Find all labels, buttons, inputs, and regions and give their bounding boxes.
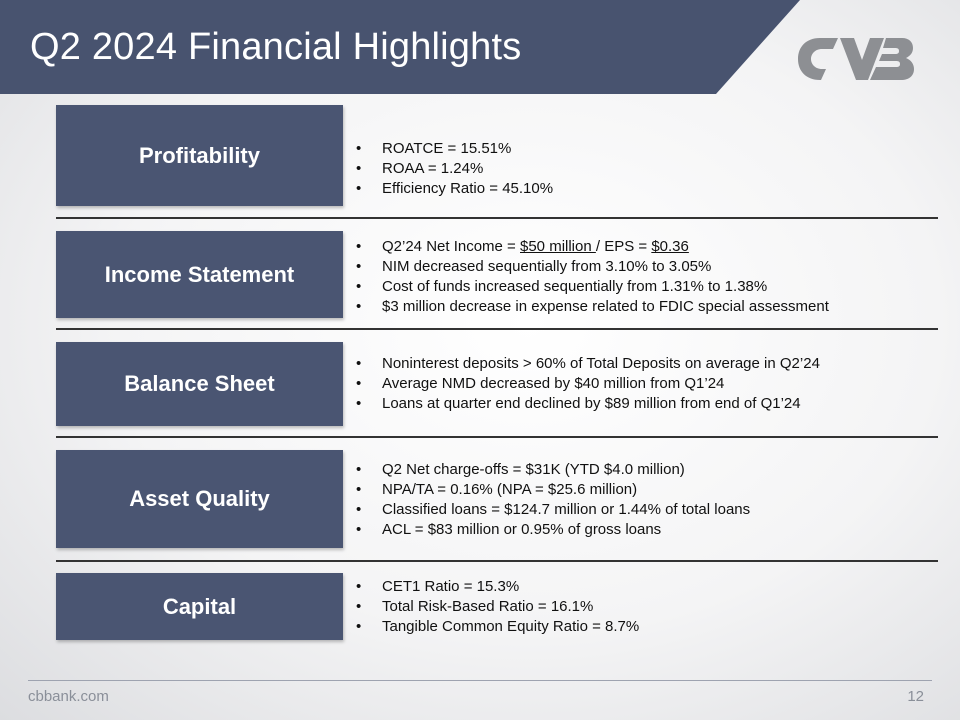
list-item: • ACL = $83 million or 0.95% of gross loans (356, 520, 750, 540)
asset-quality-bullets (356, 460, 750, 540)
list-item: • Cost of funds increased sequentially from 1.31% to 1.38% (356, 277, 829, 297)
list-item: • $3 million decrease in expense related to FDIC special assessment (356, 297, 829, 317)
page-title: Q2 2024 Financial Highlights (30, 26, 522, 68)
section-divider (56, 436, 938, 438)
section-label-income-statement: Income Statement (56, 231, 343, 318)
cvb-logo-icon (798, 36, 914, 82)
list-item: • Q2 Net charge-offs = $31K (YTD $4.0 million) (356, 460, 750, 480)
income-statement-bullets (356, 237, 829, 317)
section-label-balance-sheet: Balance Sheet (56, 342, 343, 426)
list-item: • NIM decreased sequentially from 3.10% to 3.05% (356, 257, 829, 277)
list-item: • ROAA = 1.24% (356, 159, 553, 179)
section-balance-sheet (56, 342, 938, 440)
balance-sheet-bullets (356, 354, 820, 414)
capital-bullets (356, 577, 639, 637)
list-item: • Q2’24 Net Income = $50 million / EPS = $0.36 (356, 237, 829, 257)
list-item: • Average NMD decreased by $40 million from Q1’24 (356, 374, 820, 394)
page-number: 12 (907, 688, 924, 705)
section-income-statement (56, 231, 938, 331)
list-item: • ROATCE = 15.51% (356, 139, 553, 159)
list-item: • Classified loans = $124.7 million or 1.44% of total loans (356, 500, 750, 520)
section-capital (56, 573, 938, 643)
section-label-capital: Capital (56, 573, 343, 640)
list-item: • Tangible Common Equity Ratio = 8.7% (356, 617, 639, 637)
list-item: • Noninterest deposits > 60% of Total Deposits on average in Q2’24 (356, 354, 820, 374)
list-item: • Loans at quarter end declined by $89 million from end of Q1’24 (356, 394, 820, 414)
section-divider (56, 560, 938, 562)
footer-rule (28, 680, 932, 681)
section-asset-quality (56, 450, 938, 564)
section-divider (56, 328, 938, 330)
section-label-asset-quality: Asset Quality (56, 450, 343, 548)
profitability-bullets (356, 139, 553, 199)
section-divider (56, 217, 938, 219)
list-item: • Efficiency Ratio = 45.10% (356, 179, 553, 199)
footer-site: cbbank.com (28, 688, 109, 705)
list-item: • Total Risk-Based Ratio = 16.1% (356, 597, 639, 617)
section-label-profitability: Profitability (56, 105, 343, 206)
list-item: • NPA/TA = 0.16% (NPA = $25.6 million) (356, 480, 750, 500)
list-item: • CET1 Ratio = 15.3% (356, 577, 639, 597)
section-profitability (56, 105, 938, 221)
